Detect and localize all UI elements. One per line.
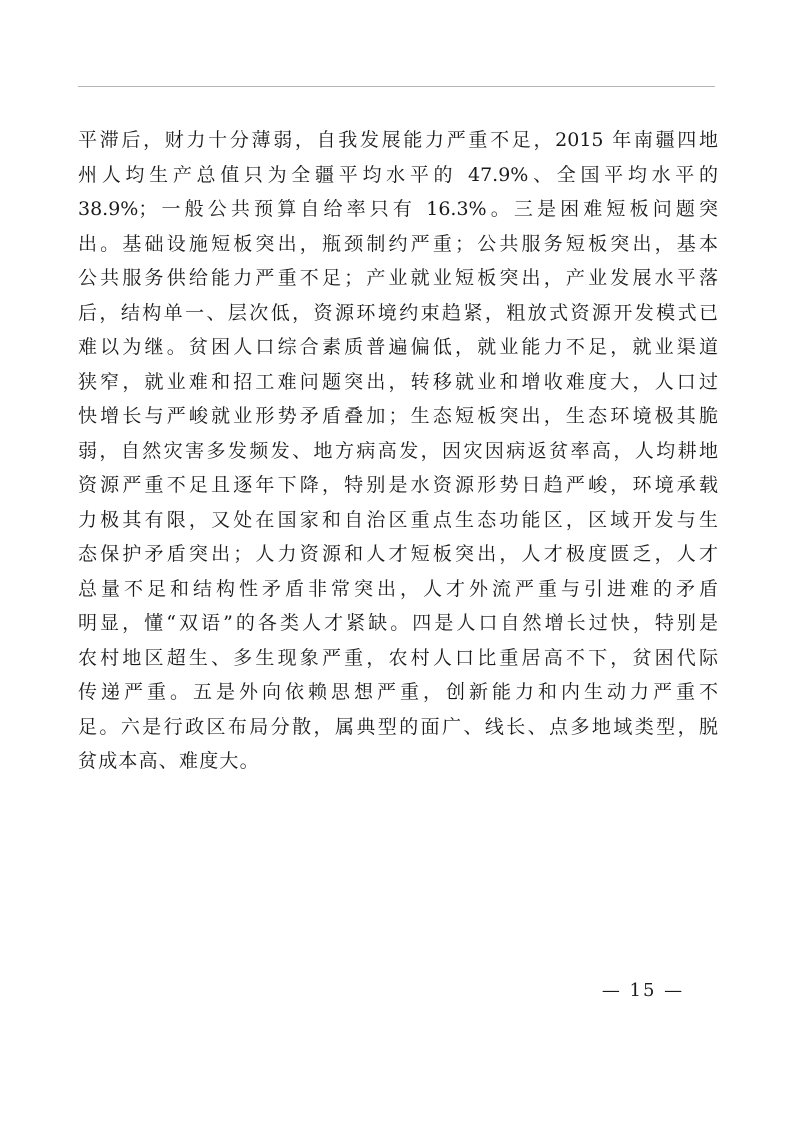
text-line: 平滞后，财力十分薄弱，自我发展能力严重不足，2015 年南疆四地 [78, 129, 718, 151]
text-line: 出。基础设施短板突出，瓶颈制约严重；公共服务短板突出，基本 [78, 232, 718, 255]
text-line: 明显，懂“双语”的各类人才紧缺。四是人口自然增长过快，特别是 [78, 612, 718, 634]
text-line: 38.9%；一般公共预算自给率只有 16.3%。三是困难短板问题突 [78, 198, 718, 220]
text-line: 贫成本高、难度大。 [78, 750, 260, 772]
text-line: 传递严重。五是外向依赖思想严重，创新能力和内生动力严重不 [78, 681, 718, 703]
text-line: 总量不足和结构性矛盾非常突出，人才外流严重与引进难的矛盾 [78, 577, 718, 600]
text-line: 农村地区超生、多生现象严重，农村人口比重居高不下，贫困代际 [78, 646, 718, 669]
text-line: 弱，自然灾害多发频发、地方病高发，因灾因病返贫率高，人均耕地 [78, 439, 718, 462]
text-line: 狭窄，就业难和招工难问题突出，转移就业和增收难度大，人口过 [78, 370, 718, 393]
body-paragraph [78, 123, 718, 779]
text-line: 公共服务供给能力严重不足；产业就业短板突出，产业发展水平落 [78, 267, 718, 289]
text-line: 资源严重不足且逐年下降，特别是水资源形势日趋严峻，环境承载 [78, 474, 718, 496]
text-line: 力极其有限，又处在国家和自治区重点生态功能区，区域开发与生 [78, 508, 718, 531]
text-line: 快增长与严峻就业形势矛盾叠加；生态短板突出，生态环境极其脆 [78, 405, 718, 427]
text-line: 难以为继。贫困人口综合素质普遍偏低，就业能力不足，就业渠道 [78, 336, 718, 358]
text-line: 足。六是行政区布局分散，属典型的面广、线长、点多地域类型，脱 [78, 715, 718, 738]
text-line: 态保护矛盾突出；人力资源和人才短板突出，人才极度匮乏，人才 [78, 543, 718, 565]
page-number: — 15 — [601, 980, 685, 1001]
text-line: 州人均生产总值只为全疆平均水平的 47.9%、全国平均水平的 [78, 163, 718, 186]
text-line: 后，结构单一、层次低，资源环境约束趋紧，粗放式资源开发模式已 [78, 301, 718, 324]
header-divider [78, 86, 715, 87]
